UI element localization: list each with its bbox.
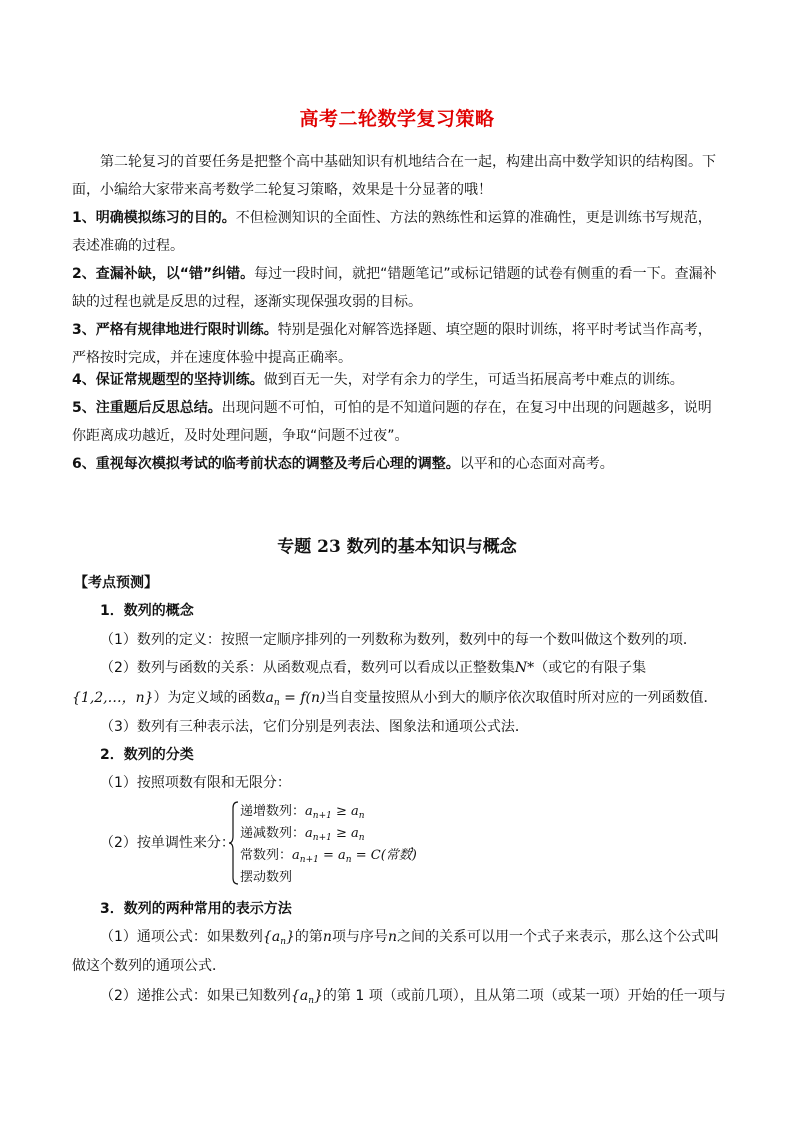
- subscript: n+1: [312, 811, 332, 821]
- heading-3: 3．数列的两种常用的表示方法: [100, 901, 292, 917]
- page-title: 高考二轮数学复习策略: [299, 108, 495, 130]
- tip-3-lead: 3、严格有规律地进行限时训练。: [72, 322, 278, 338]
- text-span: 的第 1 项（或前几项），且从第二项（或某一项）开始的任一项与: [322, 988, 726, 1004]
- function-rhs: = f(n): [279, 690, 326, 706]
- function-relation-line-2: [72, 687, 724, 708]
- tip-2-lead: 2、查漏补缺，以“错”纠错。: [72, 266, 255, 282]
- seq-open: {a: [290, 988, 309, 1004]
- general-term-line-2: 做这个数列的通项公式．: [72, 958, 226, 974]
- heading-2: 2．数列的分类: [100, 747, 194, 763]
- tip-5: [72, 394, 724, 450]
- tip-1-text: 不但检测知识的全面性、方法的熟练性和运算的准确性，更是训练书写规范，表述准确的过程。: [72, 210, 712, 254]
- left-brace-icon: [228, 800, 240, 886]
- lhs: a: [305, 804, 313, 819]
- section-tag: 【考点预测】: [74, 575, 158, 591]
- case-decreasing: [240, 822, 365, 843]
- tip-4-lead: 4、保证常规题型的坚持训练。: [72, 372, 264, 388]
- tip-4-text: 做到百无一失，对学有余力的学生，可适当拓展高考中难点的训练。: [263, 372, 684, 388]
- lhs: a: [305, 826, 313, 841]
- case-oscillating: [240, 866, 292, 885]
- tip-3: [72, 316, 724, 372]
- subscript: n: [273, 698, 280, 708]
- tip-1: [72, 204, 724, 260]
- subscript: n+1: [312, 833, 332, 843]
- text-span: ）为定义域的函数: [153, 690, 266, 706]
- subscript: n: [345, 855, 352, 865]
- n-symbol: n: [387, 929, 397, 945]
- function-symbol: a: [265, 690, 274, 706]
- tip-3-text: 特别是强化对解答选择题、填空题的限时训练，将平时考试当作高考，严格按时完成，并在速度体验中提高正确率。: [72, 322, 712, 366]
- case-increasing: [240, 800, 365, 821]
- text-span: 之间的关系可以用一个式子来表示，那么这个公式叫: [396, 929, 719, 945]
- tip-6-lead: 6、重视每次模拟考试的临考前状态的调整及考后心理的调整。: [72, 456, 460, 472]
- subscript: n: [308, 996, 314, 1006]
- general-term-line-1: [100, 926, 752, 947]
- case-label: 递增数列：: [240, 804, 306, 819]
- case-constant: [240, 844, 417, 865]
- seq-close: }: [285, 929, 295, 945]
- classify-by-monotonicity: （2）按单调性来分：: [100, 835, 235, 851]
- text-span: 项与序号: [331, 929, 388, 945]
- rhs: a: [351, 804, 359, 819]
- definition-paragraph: （1）数列的定义：按照一定顺序排列的一列数称为数列，数列中的每一个数叫做这个数列的项．: [100, 632, 697, 648]
- case-label: 递减数列：: [240, 826, 306, 841]
- recursive-formula-line: [100, 985, 752, 1006]
- operator: ≥: [331, 804, 352, 819]
- tail: = C(常数): [351, 848, 417, 863]
- section-title: 专题 23 数列的基本知识与概念: [277, 537, 517, 557]
- function-relation-line-1: [100, 657, 752, 677]
- classify-by-count: （1）按照项数有限和无限分：: [100, 775, 291, 791]
- tip-2-text: 每过一段时间，就把“错题笔记”或标记错题的试卷有侧重的看一下。查漏补缺的过程也就是反思的过程，逐渐实现保强攻弱的目标。: [72, 266, 717, 310]
- case-label: 常数列：: [240, 848, 293, 863]
- tip-5-lead: 5、注重题后反思总结。: [72, 400, 222, 416]
- tip-1-lead: 1、明确模拟练习的目的。: [72, 210, 236, 226]
- tip-6: [72, 450, 724, 478]
- subscript: n+1: [299, 855, 319, 865]
- subscript: n: [358, 811, 365, 821]
- tip-5-text: 出现问题不可怕，可怕的是不知道问题的存在，在复习中出现的问题越多，说明你距离成功越近，及时处理问题，争取“问题不过夜”。: [72, 400, 712, 444]
- text-span: （1）通项公式：如果数列: [100, 929, 263, 945]
- subscript: n: [358, 833, 365, 843]
- operator: ≥: [331, 826, 352, 841]
- subscript: n: [280, 937, 286, 947]
- classification-brace-group: [228, 800, 428, 890]
- text-span: 当自变量按照从小到大的顺序依次取值时所对应的一列函数值．: [325, 690, 718, 706]
- tip-6-text: 以平和的心态面对高考。: [459, 456, 614, 472]
- heading-1: 1．数列的概念: [100, 603, 194, 619]
- brace-trailing-comma: ，: [410, 837, 424, 853]
- tip-4: [72, 366, 724, 394]
- seq-close: }: [313, 988, 323, 1004]
- text-span: 的第: [294, 929, 323, 945]
- rhs: a: [351, 826, 359, 841]
- representation-paragraph: （3）数列有三种表示法，它们分别是列表法、图象法和通项公式法．: [100, 719, 529, 735]
- rhs: a: [338, 848, 346, 863]
- text-span: （2）递推公式：如果已知数列: [100, 988, 291, 1004]
- set-symbol: N*: [514, 660, 535, 676]
- text-span: （或它的有限子集: [534, 660, 647, 676]
- case-label: 摆动数列: [240, 870, 293, 885]
- intro-paragraph: 第二轮复习的首要任务是把整个高中基础知识有机地结合在一起，构建出高中数学知识的结构图。下面，小编给大家带来高考数学二轮复习策略，效果是十分显著的哦！: [72, 154, 716, 198]
- seq-open: {a: [262, 929, 281, 945]
- operator: =: [318, 848, 339, 863]
- subset-symbol: {1,2,…，n}: [72, 690, 154, 706]
- lhs: a: [292, 848, 300, 863]
- text-span: （2）数列与函数的关系：从函数观点看，数列可以看成以正整数集: [100, 660, 515, 676]
- n-symbol: n: [322, 929, 332, 945]
- tip-2: [72, 260, 724, 316]
